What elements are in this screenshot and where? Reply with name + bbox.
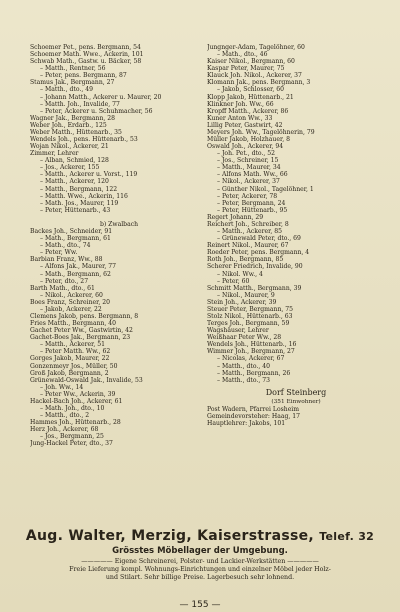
directory-entry: Post Wadern, Pfarrei Losheim xyxy=(207,405,300,413)
directory-entry: Roeder Peter, pens. Bergmann, 4 xyxy=(207,249,310,257)
directory-entry: Weber Matth., Hüttenarb., 35 xyxy=(30,128,122,136)
directory-entry: – Matth., Bergmann, 26 xyxy=(217,369,291,377)
spacer xyxy=(30,214,208,221)
directory-entry: Gachet Peter Ww., Gastwirtin, 42 xyxy=(30,327,133,335)
directory-entry: Oswald Joh., Ackerer, 94 xyxy=(207,143,284,151)
right-column xyxy=(207,44,385,427)
directory-entry: – Joh. Pet., dto., 52 xyxy=(217,150,276,158)
directory-entry: Schoemer Math. Wwe., Ackerin, 101 xyxy=(30,51,144,59)
ad-slogan: Grösstes Möbellager der Umgebung. xyxy=(112,546,288,556)
directory-entry: – Alban, Schmied, 128 xyxy=(40,157,109,165)
directory-entry: Boes Franz, Schreiner, 20 xyxy=(30,298,110,306)
directory-entry: Hammes Joh., Hüttenarb., 28 xyxy=(30,419,121,427)
directory-entry: – Matth., Ackerer, 120 xyxy=(40,178,109,186)
directory-entry: Hackel-Bach Joh., Ackerer, 61 xyxy=(30,397,123,405)
directory-entry: – Alfons Jak., Maurer, 77 xyxy=(40,263,117,271)
directory-entry: Kaspar Peter, Maurer, 75 xyxy=(207,65,285,73)
directory-entry: – Peter, Ackerer, 78 xyxy=(217,192,278,200)
directory-entry: – Math., dto., 46 xyxy=(217,51,268,59)
directory-entry: – Matth., Ackerer, 85 xyxy=(217,228,282,236)
ad-street: Kaiserstrasse, xyxy=(197,528,315,544)
directory-entry: – Peter, Bergmann, 24 xyxy=(217,199,286,207)
directory-entry: – Peter Ww., Ackerin, 39 xyxy=(40,390,116,398)
directory-entry: – Peter, Ackerer u. Schuhmacher, 56 xyxy=(40,107,153,115)
directory-entry: Roth Joh., Bergmann, 85 xyxy=(207,256,284,264)
ad-delivery-line-1: Freie Lieferung kompl. Wohnungs-Einrichtungen und einzelner Möbel jeder Holz- xyxy=(69,566,331,573)
directory-entry: Weber Joh., Erdarb., 125 xyxy=(30,121,107,129)
directory-entry: Backes Joh., Schneider, 91 xyxy=(30,228,113,236)
population-note: (351 Einwohner) xyxy=(271,398,321,405)
directory-entry: Stamus Jak., Bergmann, 27 xyxy=(30,79,115,87)
directory-entry: – Jos., Bergmann, 25 xyxy=(40,433,104,441)
directory-entry: Wendels Joh., pens. Hüttenarb., 53 xyxy=(30,136,138,144)
directory-entry: – Johann Matth., Ackerer u. Maurer, 20 xyxy=(40,93,162,101)
directory-entry: Wojan Nikol., Ackerer, 21 xyxy=(30,143,109,151)
directory-entry: – Peter Matth. Ww., 62 xyxy=(40,348,111,356)
directory-entry: Schoemer Pet., pens. Bergmann, 54 xyxy=(30,44,141,51)
directory-entry: – Nikol., Ackerer, 37 xyxy=(217,178,280,186)
directory-entry: Schmitt Matth., Bergmann, 39 xyxy=(207,284,302,292)
ad-place: Merzig, xyxy=(131,528,192,544)
directory-entry: – Peter, pens. Bergmann, 87 xyxy=(40,72,127,80)
page-number: — 155 — xyxy=(179,600,221,610)
ad-services: ————— Eigene Schreinerei, Polster- und Lackier-Werkstätten ————— xyxy=(81,558,319,565)
section-heading: Dorf Steinberg xyxy=(265,387,327,397)
directory-entry: – Jakob, Ackerer, 22 xyxy=(40,305,102,313)
directory-entry: Gachet-Boes Jak., Bergmann, 23 xyxy=(30,334,131,342)
directory-entry: Lillig Peter, Gastwirt, 42 xyxy=(207,121,283,129)
directory-entry: Stolz Nikol., Hüttenarb., 63 xyxy=(207,312,293,320)
directory-entry: Regert Johann, 29 xyxy=(207,213,264,221)
directory-entry: Gemeindevorsteher: Haag, 17 xyxy=(207,412,300,420)
directory-entry: – Peter, dto., 27 xyxy=(40,277,89,285)
directory-entry: – Math., Bergmann, 62 xyxy=(40,270,111,278)
directory-entry: Kaiser Nikol., Bergmann, 60 xyxy=(207,58,295,66)
left-column xyxy=(30,44,208,447)
directory-entry: – Matth., Ackerer, 51 xyxy=(40,341,105,349)
directory-entry: Klomann Jak., pens. Bergmann, 3 xyxy=(207,79,311,87)
directory-entry: Herz Joh., Ackerer, 68 xyxy=(30,426,99,434)
directory-entry: Müller Jakob, Holzhauer, 8 xyxy=(207,136,290,144)
directory-entry: – Matth. Wwe., Ackerin, 116 xyxy=(40,192,128,200)
directory-entry: Jung-Hackel Peter, dto., 37 xyxy=(30,440,113,448)
directory-entry: Wendels Joh., Hüttenarb., 16 xyxy=(207,341,297,349)
directory-entry: Jungnger-Adam, Tagelöhner, 60 xyxy=(207,44,305,51)
directory-entry: Klauck Joh. Nikol., Ackerer, 37 xyxy=(207,72,302,80)
directory-entry: Barth Math., dto., 61 xyxy=(30,284,95,292)
directory-entry: Stein Joh., Ackerer, 39 xyxy=(207,298,277,306)
directory-entry: – Nikol., Maurer, 9 xyxy=(217,291,275,299)
directory-entry: – Matth. Joh., Invalide, 77 xyxy=(40,100,120,108)
directory-entry: Terges Joh., Bergmann, 59 xyxy=(207,320,290,328)
directory-entry: – Matth., dto., 49 xyxy=(40,86,93,94)
directory-entry: – Matth., Rentner, 56 xyxy=(40,65,106,73)
directory-entry: Weißhaar Peter Ww., 28 xyxy=(207,334,282,342)
directory-entry: – Math. Jos., Maurer, 119 xyxy=(40,199,119,207)
directory-entry: Klinkner Joh. Ww., 66 xyxy=(207,100,274,108)
directory-entry: Gonzenmeyr Jos., Müller, 50 xyxy=(30,362,118,370)
directory-entry: – Math., Bergmann, 61 xyxy=(40,235,111,243)
directory-entry: Fries Matth., Bergmann, 40 xyxy=(30,320,117,328)
directory-entry: Clemens Jakob, pens. Bergmann, 8 xyxy=(30,312,139,320)
directory-entry: Steuer Peter, Bergmann, 75 xyxy=(207,305,294,313)
directory-entry: – Jakob, Schlosser, 60 xyxy=(217,86,285,94)
directory-entry: Hauptlehrer: Jakobs, 101 xyxy=(207,419,286,427)
directory-entry: b) Zwalbach xyxy=(99,220,139,228)
directory-entry: – Peter, 60 xyxy=(217,277,250,285)
directory-entry: – Joh. Ww., 14 xyxy=(40,383,84,391)
directory-entry: – Günther Nikol., Tagelöhner, 1 xyxy=(217,185,314,193)
directory-entry: – Peter, Hüttenarb., 95 xyxy=(217,206,288,214)
directory-entry: – Peter, Hüttenarb., 43 xyxy=(40,206,111,214)
directory-entry: Barbian Franz, Ww., 88 xyxy=(30,256,103,264)
directory-entry: – Nikol. Ww., 4 xyxy=(217,270,263,278)
directory-entry: Kuner Anton Ww., 33 xyxy=(207,114,273,122)
directory-entry: – Matth., Bergmann, 122 xyxy=(40,185,118,193)
directory-entry: – Nikol., Ackerer, 60 xyxy=(40,291,103,299)
directory-entry: Zimmer, Lehrer xyxy=(30,150,79,158)
directory-entry: Wagshäuser, Lehrer xyxy=(207,327,269,335)
directory-entry: Kropff Matth., Ackerer, 86 xyxy=(207,107,289,115)
directory-entry: – Alfons Math. Ww., 66 xyxy=(217,171,288,179)
directory-entry: – Matth., dto., 2 xyxy=(40,412,90,420)
directory-entry: Grünewald-Oswald Jak., Invalide, 53 xyxy=(30,376,143,384)
directory-entry: – Grünewald Peter, dto., 69 xyxy=(217,235,301,243)
directory-entry: – Nicolas, Ackerer, 67 xyxy=(217,355,285,363)
directory-entry: Gorges Jakob, Maurer, 22 xyxy=(30,355,110,363)
advertisement-title xyxy=(0,528,400,544)
ad-phone: Telef. 32 xyxy=(319,530,375,543)
directory-entry: Reichert Joh., Schreiber, 8 xyxy=(207,220,289,228)
ad-delivery-line-2: und Stilart. Sehr billige Preise. Lagerbesuch sehr lohnend. xyxy=(105,574,295,581)
directory-entry: – Math., dto., 74 xyxy=(40,242,91,250)
ad-business-name: Aug. Walter, xyxy=(25,528,127,544)
directory-entry: Meyers Joh. Ww., Tagelöhnerin, 79 xyxy=(207,128,315,136)
directory-entry: Klopp Jakob, Hüttenarb., 21 xyxy=(207,93,294,101)
directory-entry: Reinert Nikol., Maurer, 67 xyxy=(207,242,289,250)
directory-entry: Scherer Friedrich, Invalide, 90 xyxy=(207,263,303,271)
directory-entry: – Math. Joh., dto., 10 xyxy=(40,404,105,412)
directory-entry: – Matth., dto., 73 xyxy=(217,376,270,384)
directory-entry: Groß Jakob, Bergmann, 2 xyxy=(30,369,109,377)
directory-entry: – Jos., Ackerer, 155 xyxy=(40,164,100,172)
directory-entry: – Matth., Maurer, 34 xyxy=(217,164,281,172)
directory-entry: – Matth., dto., 40 xyxy=(217,362,270,370)
directory-entry: Wagner Jak., Bergmann, 28 xyxy=(30,114,116,122)
directory-entry: Schwab Math., Gastw. u. Bäcker, 58 xyxy=(30,58,142,66)
directory-entry: – Peter, Ww. xyxy=(40,249,78,257)
directory-entry: – Matth., Ackerer u. Vorst., 119 xyxy=(40,171,138,179)
directory-entry: Wimmer Joh., Bergmann, 27 xyxy=(207,348,295,356)
directory-entry: – Jos., Schreiner, 15 xyxy=(217,157,279,165)
